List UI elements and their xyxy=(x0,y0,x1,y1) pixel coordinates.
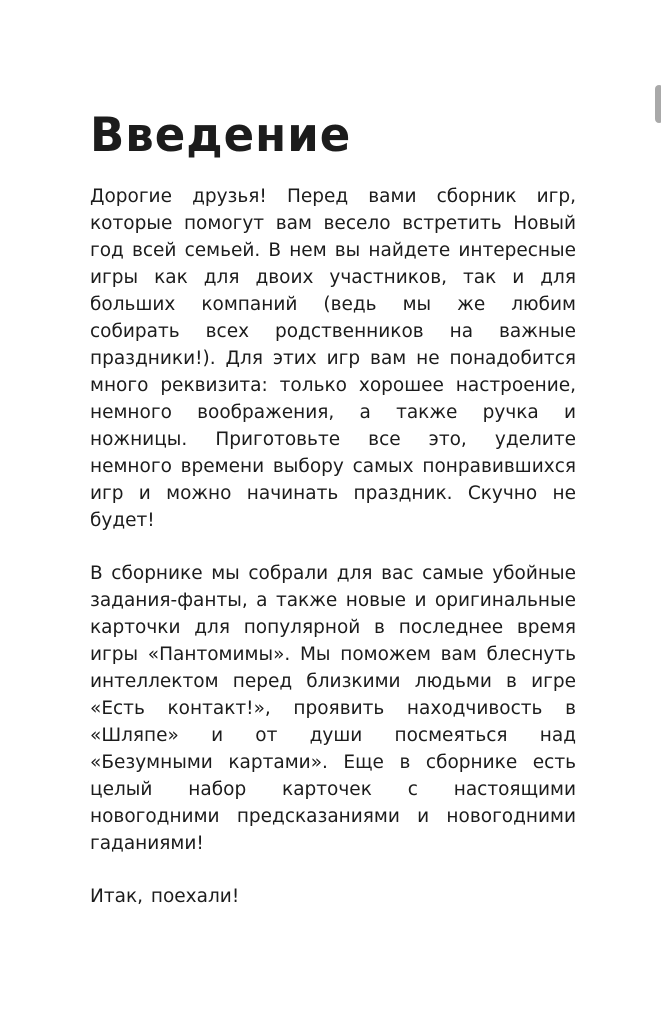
paragraph-closing: Итак, поехали! xyxy=(90,886,240,908)
page-content xyxy=(90,106,576,910)
paragraph-intro: Дорогие друзья! Перед вами сборник игр, которые помогут вам весело встретить Новый год всей семьей. В нем вы найдете интересные игры как для двоих участников, так и для больших компаний (ведь мы же любим собирать всех родственников на важные праздники!). Для этих игр вам не понадобится много реквизита: только хорошее настроение, немного воображения, а также ручка и ножницы. Приготовьте все это, уделите немного времени выбору самых понравившихся игр и можно начинать праздник. Скучно не будет! xyxy=(90,186,576,532)
page-title: Введение xyxy=(90,106,352,163)
page-edge-mark xyxy=(655,85,661,123)
paragraph-games-overview: В сборнике мы собрали для вас самые убойные задания-фанты, а также новые и оригинальные карточки для популярной в последнее время игры «Пантомимы». Мы поможем вам блеснуть интеллектом перед близкими людьми в игре «Есть контакт!», проявить находчивость в «Шляпе» и от души посмеяться над «Безумными картами». Еще в сборнике есть целый набор карточек с настоящими новогодними предсказаниями и новогодними гаданиями! xyxy=(90,563,576,855)
body-text xyxy=(90,183,576,910)
